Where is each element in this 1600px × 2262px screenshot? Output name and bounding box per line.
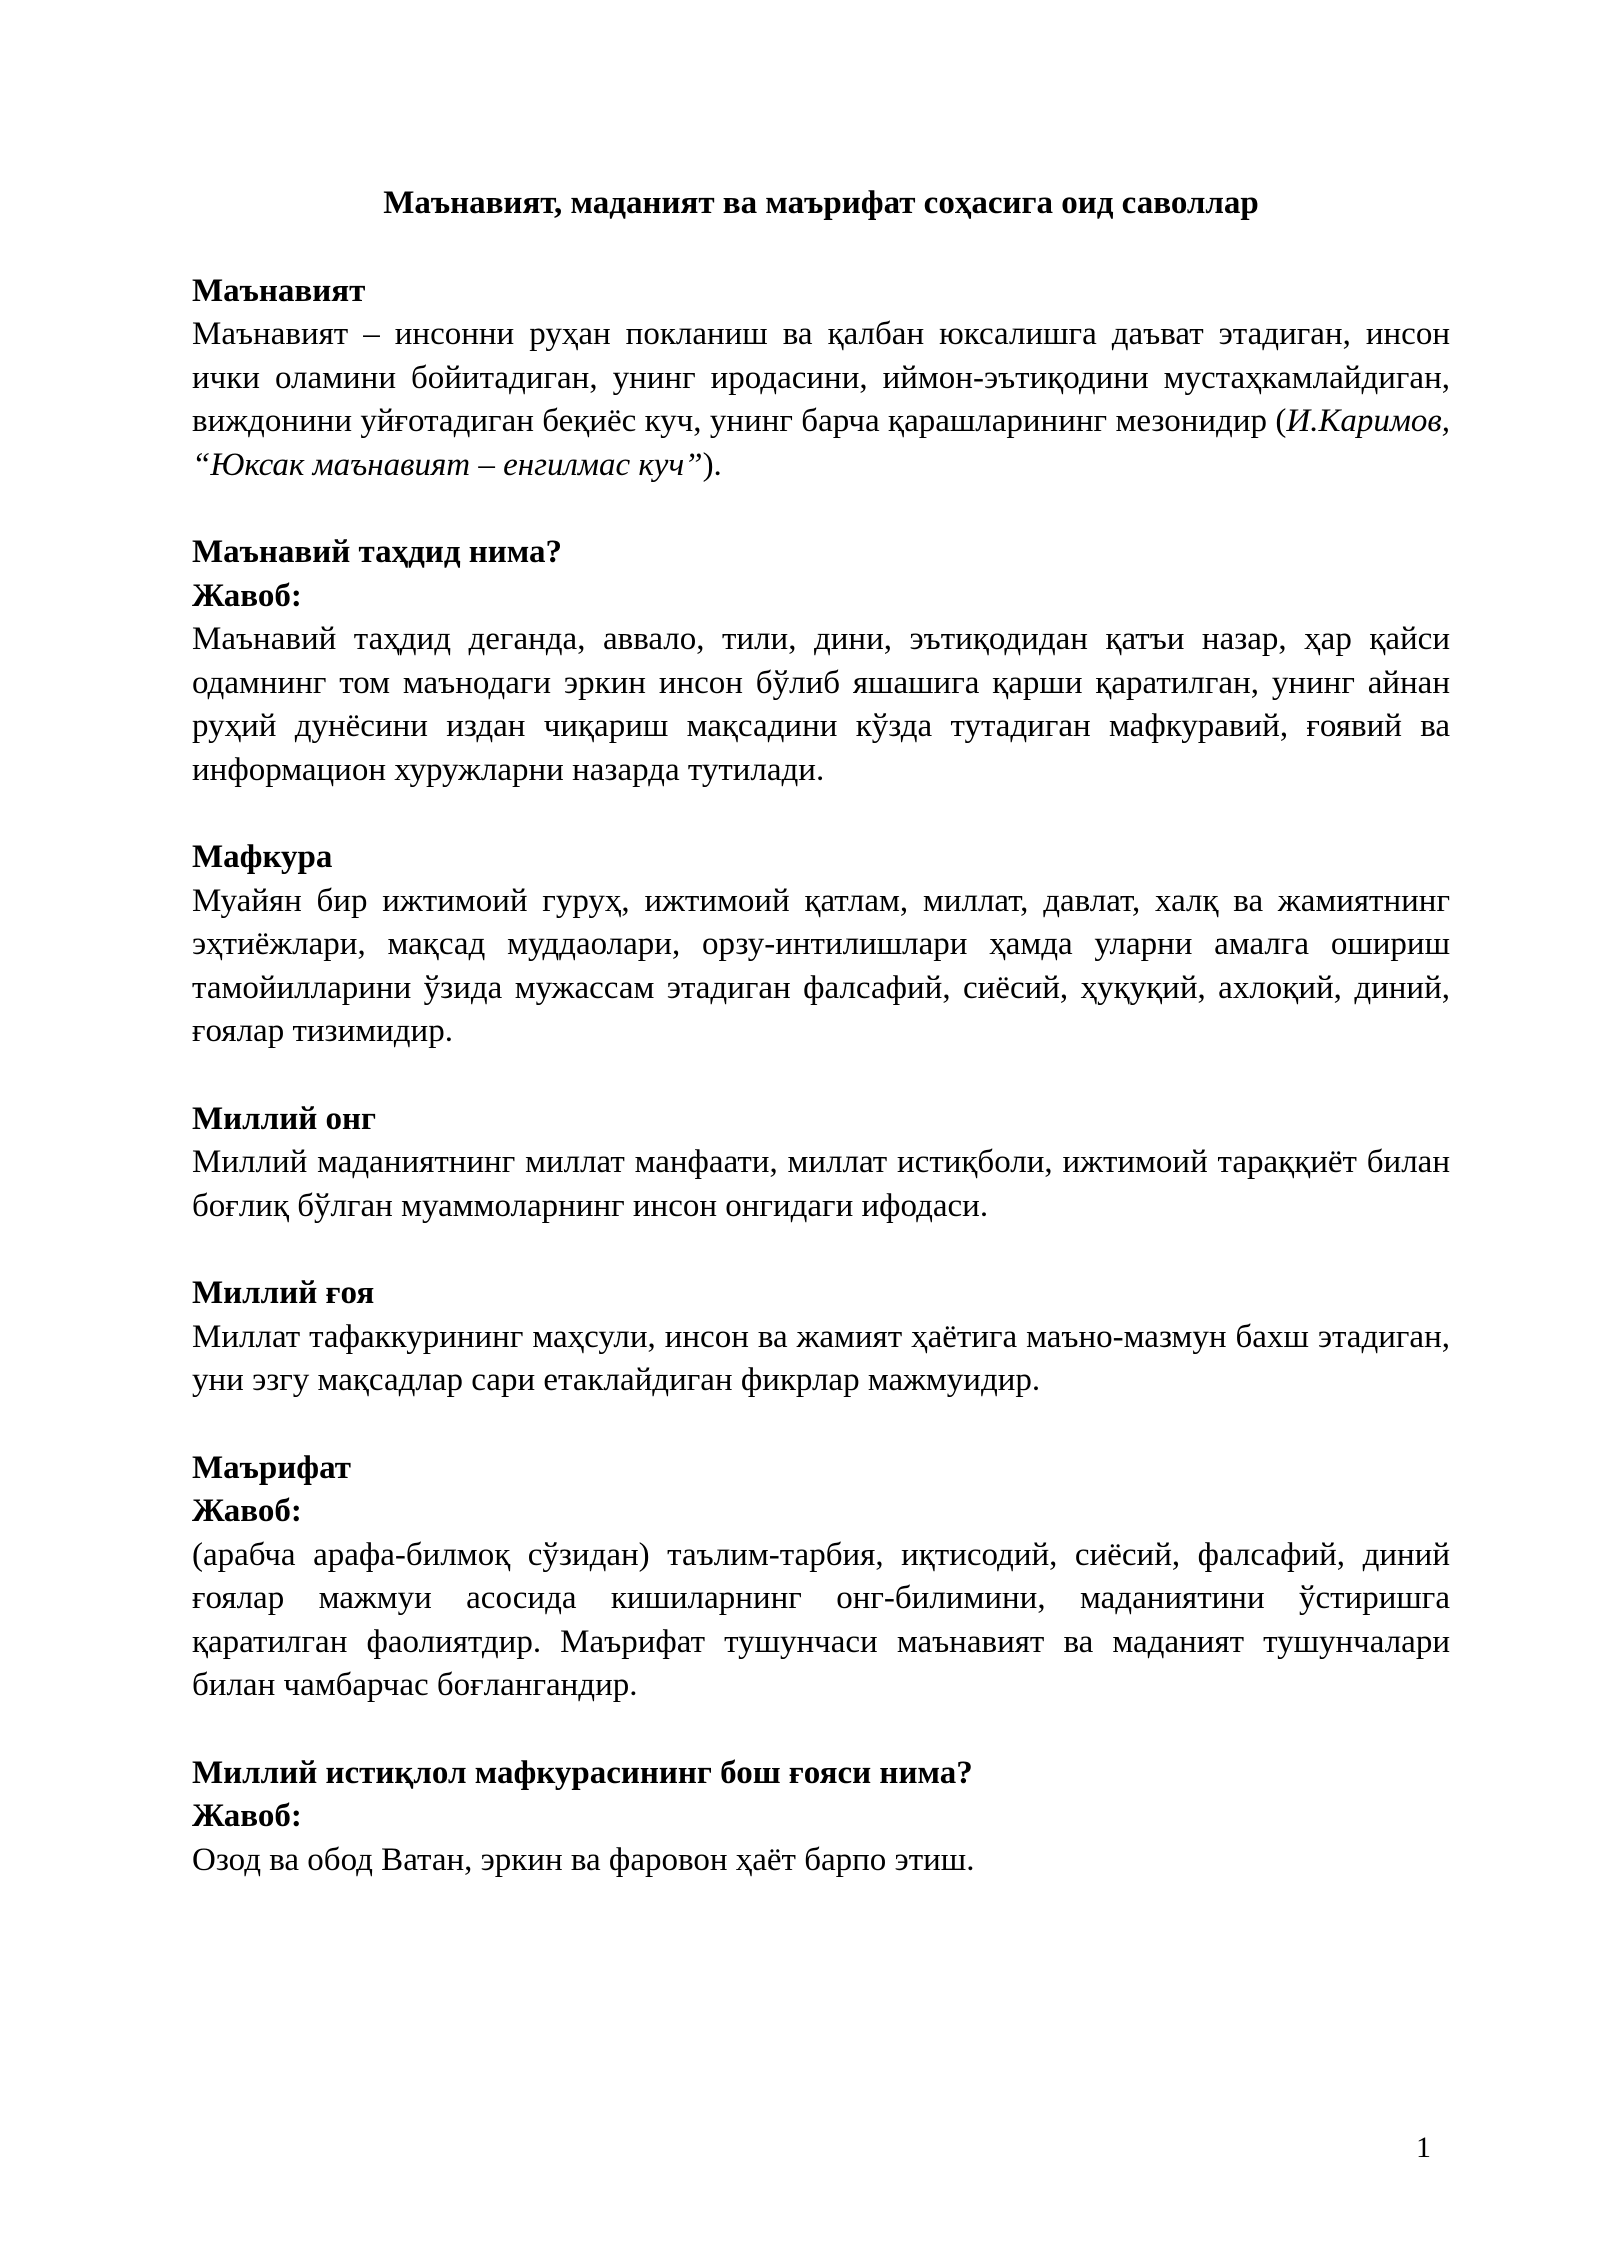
section-milliy-goya: [192, 1272, 1450, 1403]
citation-source: И.Каримов, “Юксак маънавият – енгилмас куч”: [192, 403, 1450, 483]
section-milliy-ong: [192, 1098, 1450, 1229]
section-heading: Миллий онг: [192, 1100, 376, 1137]
section-heading: Маърифат: [192, 1449, 351, 1486]
section-manaviyat: [192, 270, 1450, 488]
document-page: [192, 182, 1450, 1926]
body-text-part: ).: [702, 446, 722, 483]
section-body: Миллат тафаккурининг маҳсули, инсон ва жамият ҳаётига маъно-мазмун бахш этадиган, уни эзгу мақсадлар сари етаклайдиган фикрлар мажмуидир.: [192, 1318, 1450, 1398]
section-body: (арабча арафа-билмоқ сўзидан) таълим-тарбия, иқтисодий, сиёсий, фалсафий, диний ғоялар мажмуи асосида кишиларнинг онг-билимини, маданиятини ўстиришга қаратилган фаолиятдир. Маърифат тушунчаси маънавият ва маданият тушунчалари билан чамбарчас боғлангандир.: [192, 1536, 1450, 1703]
section-body: Муайян бир ижтимоий гуруҳ, ижтимоий қатлам, миллат, давлат, халқ ва жамиятнинг эҳтиёжлари, мақсад муддаолари, орзу-интилишлари ҳамда уларни амалга ошириш тамойилларини ўзида мужассам этадиган фалсафий, сиёсий, ҳуқуқий, ахлоқий, диний, ғоялар тизимидир.: [192, 882, 1450, 1049]
section-heading: Миллий ғоя: [192, 1275, 375, 1311]
section-heading: Миллий истиқлол мафкурасининг бош ғояси нима?: [192, 1754, 973, 1791]
body-text-part: Маънавият – инсонни руҳан покланиш ва қалбан юксалишга даъват этадиган, инсон ички оламини бойитадиган, унинг иродасини, иймон-эътиқодини мустаҳкамлайдиган, виждонини уйғотадиган беқиёс куч, унинг барча қарашларининг мезонидир (: [192, 316, 1450, 439]
section-bosh-goya: [192, 1752, 1450, 1883]
answer-label: Жавоб:: [192, 577, 302, 614]
section-body: [192, 313, 1450, 487]
section-body: Миллий маданиятнинг миллат манфаати, миллат истиқболи, ижтимоий тараққиёт билан боғлиқ бўлган муаммоларнинг инсон онгидаги ифодаси.: [192, 1144, 1450, 1224]
section-mafkura: [192, 836, 1450, 1054]
section-heading: Маънавият: [192, 272, 366, 309]
section-body: Маънавий таҳдид деганда, аввало, тили, дини, эътиқодидан қатъи назар, ҳар қайси одамнинг том маънодаги эркин инсон бўлиб яшашига қарши қаратилган, унинг айнан руҳий дунёсини издан чиқариш мақсадини кўзда тутадиган мафкуравий, ғоявий ва информацион хуружларни назарда тутилади.: [192, 621, 1450, 788]
answer-label: Жавоб:: [192, 1798, 302, 1834]
section-heading: Мафкура: [192, 839, 333, 875]
page-number: 1: [1416, 2131, 1431, 2164]
section-manaviy-tahdid: [192, 531, 1450, 792]
answer-label: Жавоб:: [192, 1493, 302, 1529]
document-title: Маънавият, маданият ва маърифат соҳасига оид саволлар: [383, 185, 1259, 221]
section-heading: Маънавий таҳдид нима?: [192, 534, 563, 570]
section-marifat: [192, 1447, 1450, 1708]
section-body: Озод ва обод Ватан, эркин ва фаровон ҳаёт барпо этиш.: [192, 1841, 975, 1878]
